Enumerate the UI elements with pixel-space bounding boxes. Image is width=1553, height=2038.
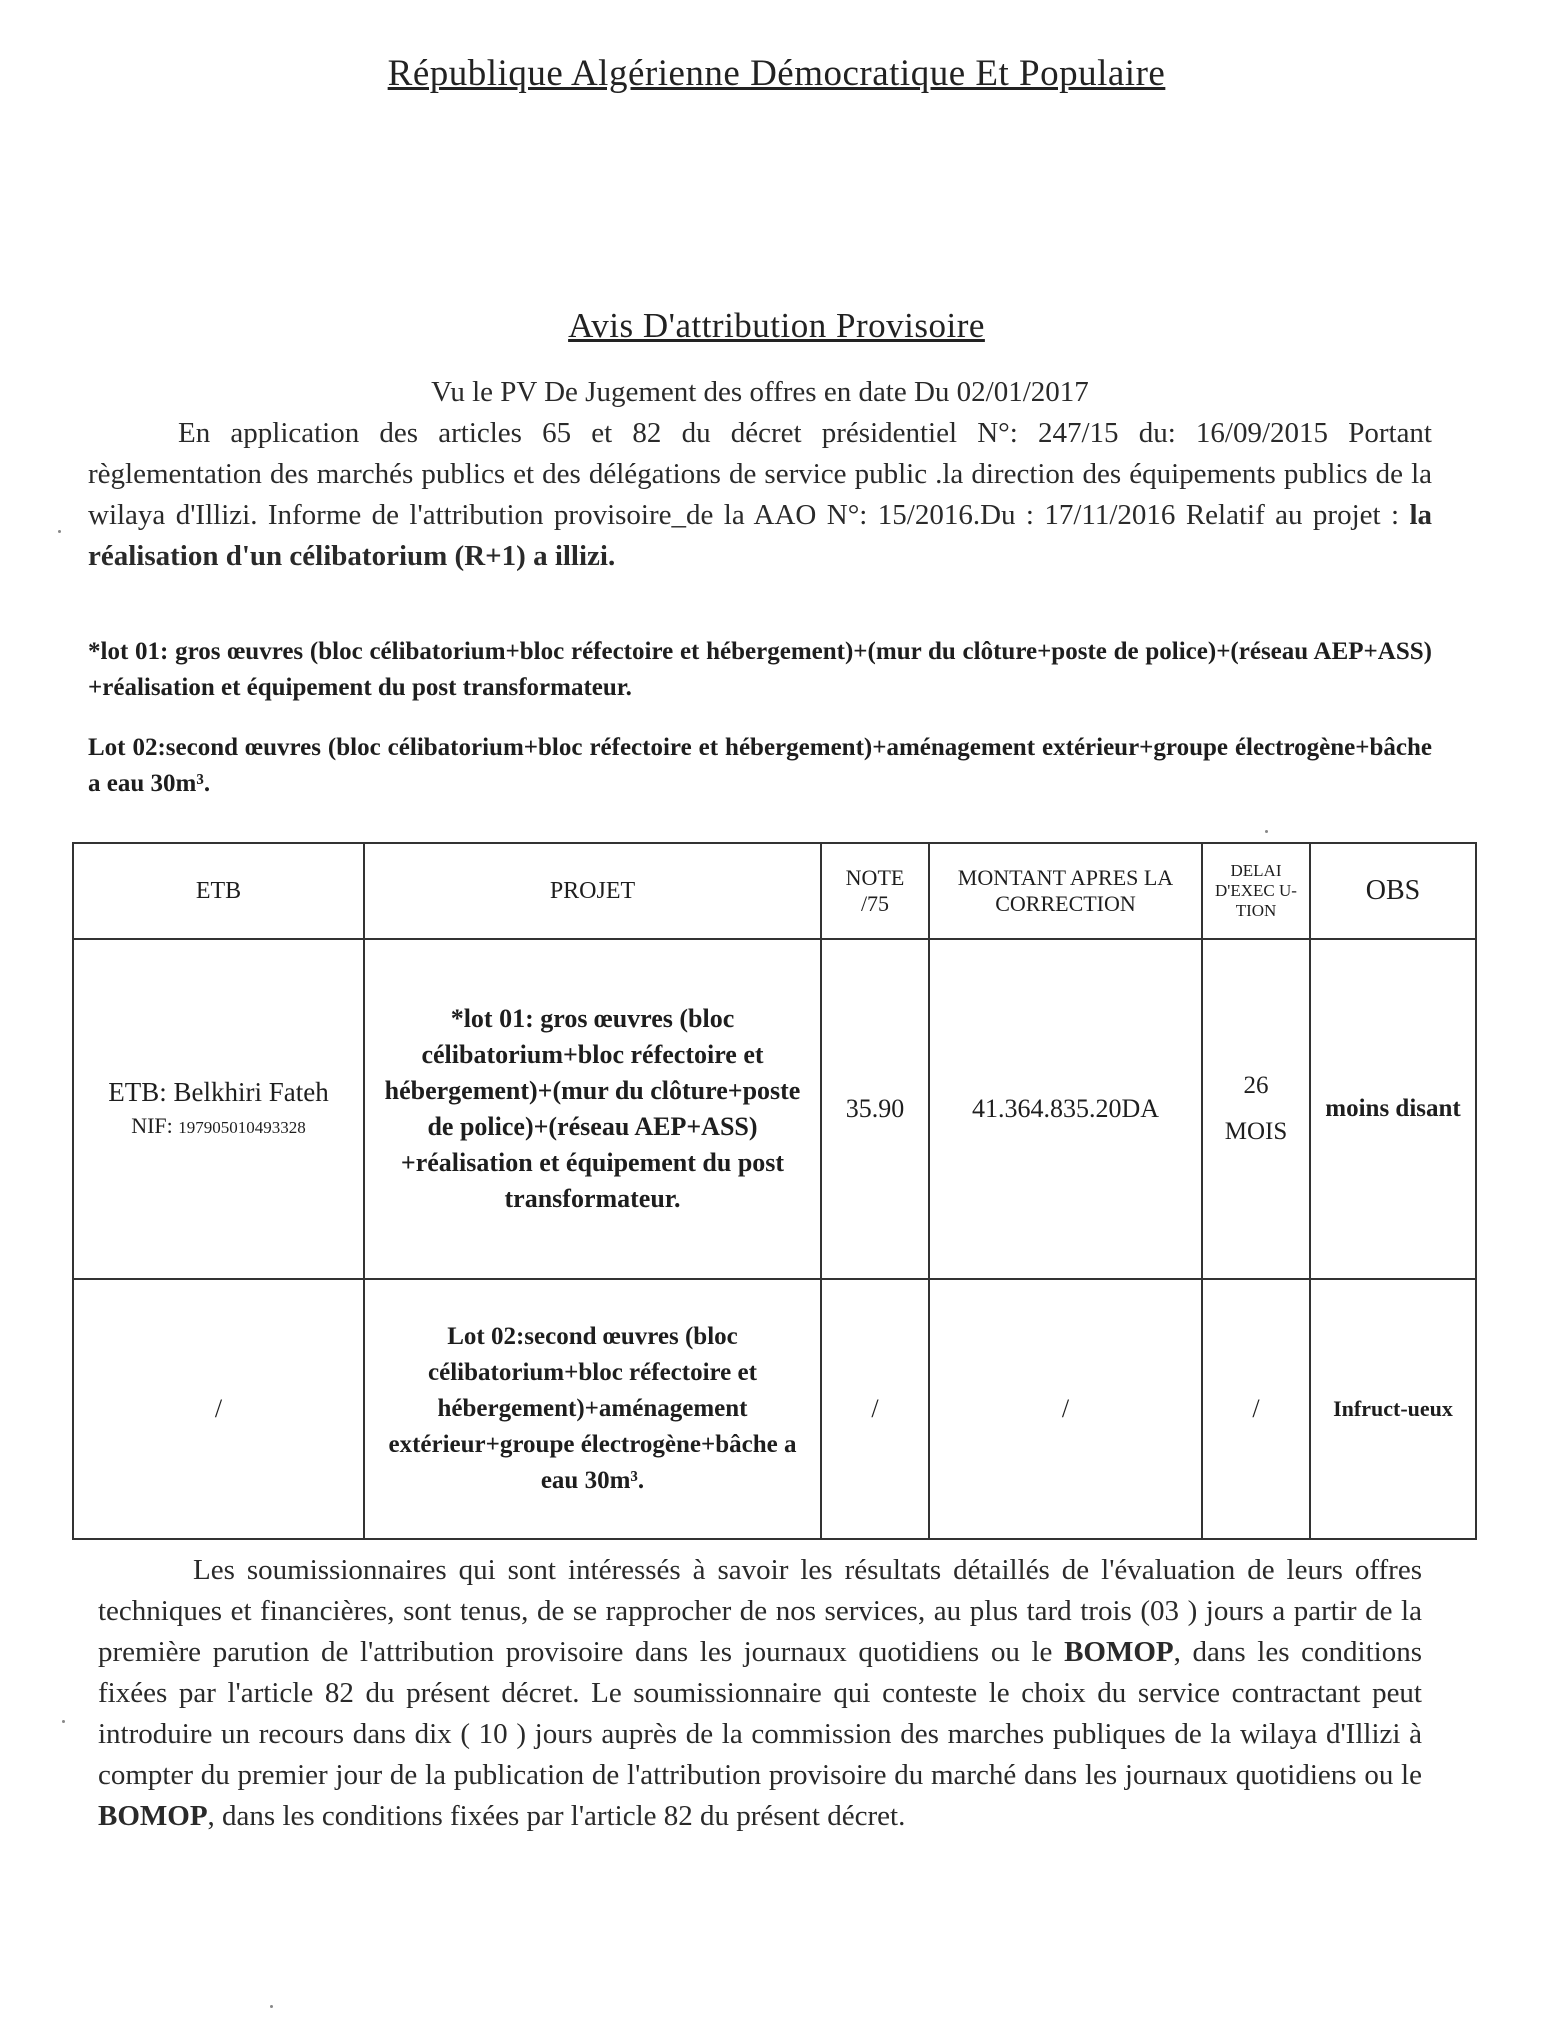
- nif-label: NIF:: [131, 1113, 179, 1138]
- table-row: [73, 1279, 1476, 1539]
- cell-montant: /: [929, 1279, 1202, 1539]
- republic-header: République Algérienne Démocratique Et Populaire: [387, 53, 1166, 94]
- cell-note: 35.90: [821, 939, 929, 1279]
- scan-speck: [62, 1720, 65, 1723]
- scan-speck: [1265, 830, 1268, 833]
- cell-delai: [1202, 939, 1310, 1279]
- bomop-reference: BOMOP: [98, 1800, 208, 1832]
- cell-montant: 41.364.835.20DA: [929, 939, 1202, 1279]
- closing-text-3: , dans les conditions fixées par l'article 82 du présent décret.: [207, 1800, 906, 1832]
- intro-paragraph: [88, 413, 1432, 577]
- lot-01-description: *lot 01: gros œuvres (bloc célibatorium+bloc réfectoire et hébergement)+(mur du clôture+poste de police)+(réseau AEP+ASS) +réalisation et équipement du post transformateur.: [88, 638, 1432, 701]
- etb-name: ETB: Belkhiri Fateh: [108, 1077, 329, 1107]
- closing-paragraph: [98, 1550, 1422, 1837]
- delai-value: 26: [1243, 1072, 1269, 1099]
- lot-02-description: Lot 02:second œuvres (bloc célibatorium+bloc réfectoire et hébergement)+aménagement extérieur+groupe électrogène+bâche a eau 30m³.: [88, 734, 1432, 797]
- header-note: NOTE /75: [821, 843, 929, 939]
- intro-section: [88, 372, 1432, 577]
- closing-text-1: Les soumissionnaires qui sont intéressés à savoir les résultats détaillés de l'évaluation de leurs offres techniques et financières, sont tenus, de se rapprocher de nos services, au plus tard trois (03 ) jours a partir de la première parution de l'attribution provisoire dans les journaux quotidiens ou le: [98, 1554, 1422, 1668]
- cell-etb: [73, 939, 364, 1279]
- cell-etb: /: [73, 1279, 364, 1539]
- cell-note: /: [821, 1279, 929, 1539]
- cell-obs: moins disant: [1310, 939, 1476, 1279]
- cell-projet: Lot 02:second œuvres (bloc célibatorium+bloc réfectoire et hébergement)+aménagement extérieur+groupe électrogène+bâche a eau 30m³.: [364, 1279, 821, 1539]
- cell-obs: Infruct-ueux: [1310, 1279, 1476, 1539]
- header-etb: ETB: [73, 843, 364, 939]
- delai-unit: MOIS: [1224, 1118, 1288, 1145]
- header-delai: DELAI D'EXEC U-TION: [1202, 843, 1310, 939]
- scan-speck: [58, 530, 61, 533]
- attribution-table: [72, 842, 1477, 1540]
- project-name: la réalisation d'un célibatorium (R+1) a illizi.: [88, 499, 1432, 572]
- header-montant: MONTANT APRES LA CORRECTION: [929, 843, 1202, 939]
- etb-nif: [82, 1110, 355, 1144]
- scan-speck: [270, 2005, 273, 2008]
- table-row: [73, 939, 1476, 1279]
- notice-title: Avis D'attribution Provisoire: [568, 306, 985, 345]
- cell-projet: *lot 01: gros œuvres (bloc célibatorium+bloc réfectoire et hébergement)+(mur du clôture+poste de police)+(réseau AEP+ASS) +réalisation et équipement du post transformateur.: [364, 939, 821, 1279]
- table-header-row: [73, 843, 1476, 939]
- intro-text: En application des articles 65 et 82 du décret présidentiel N°: 247/15 du: 16/09/2015 Portant règlementation des marchés publics et des délégations de service public .la direction des équipements publics de la wilaya d'Illizi. Informe de l'attribution provisoire_de la AAO N°: 15/2016.Du : 17/11/2016 Relatif au projet :: [88, 417, 1432, 531]
- closing-text-2: , dans les conditions fixées par l'article 82 du présent décret. Le soumissionnaire qui conteste le choix du service contractant peut introduire un recours dans dix ( 10 ) jours auprès de la commission des marches publiques de la wilaya d'Illizi à compter du premier jour de la publication de l'attribution provisoire du marché dans les journaux quotidiens ou le: [98, 1636, 1422, 1791]
- cell-delai: /: [1202, 1279, 1310, 1539]
- pv-line: Vu le PV De Jugement des offres en date Du 02/01/2017: [431, 376, 1089, 408]
- header-obs: OBS: [1310, 843, 1476, 939]
- nif-number: 197905010493328: [178, 1118, 306, 1137]
- bomop-reference: BOMOP: [1064, 1636, 1174, 1668]
- header-projet: PROJET: [364, 843, 821, 939]
